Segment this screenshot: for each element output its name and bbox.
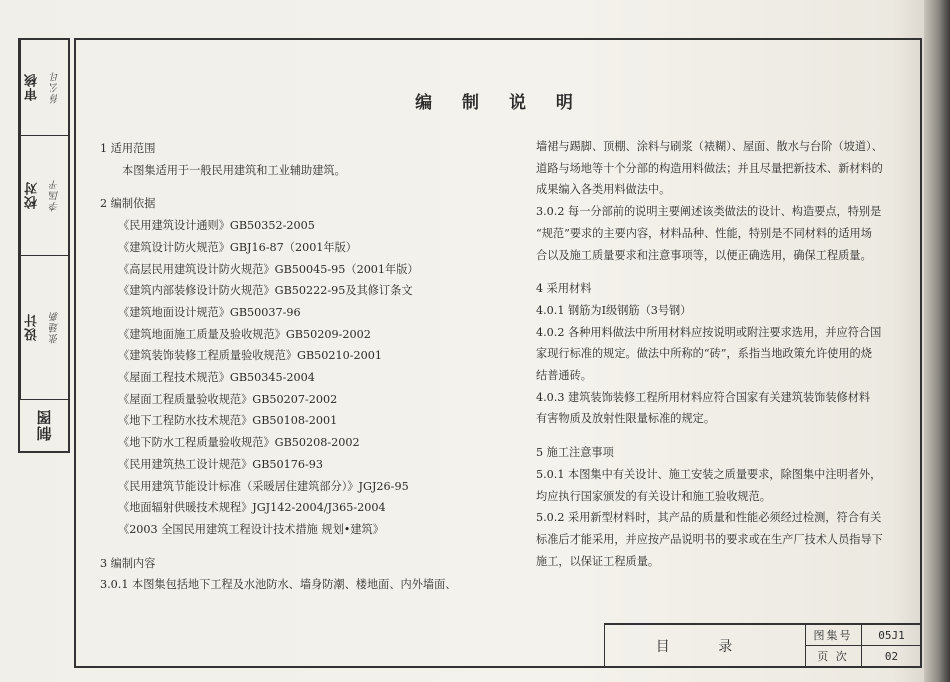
text-line: “规范”要求的主要内容，材料品种、性能，特别是不同材料的适用场 bbox=[536, 226, 872, 240]
text-line: 《地下工程防水技术规范》GB50108-2001 bbox=[118, 414, 338, 428]
strip-cell-review bbox=[20, 40, 68, 136]
atlas-number-row bbox=[805, 625, 921, 646]
text-line: 《建筑装饰装修工程质量验收规范》GB50210-2001 bbox=[118, 349, 382, 363]
text-line: 《屋面工程技术规范》GB50345-2004 bbox=[118, 371, 315, 385]
page-number-value: 02 bbox=[884, 649, 899, 663]
book-spine-shadow bbox=[924, 0, 950, 682]
text-line: 《建筑地面设计规范》GB50037-96 bbox=[118, 305, 301, 319]
text-line: 4.0.1 钢筋为Ⅰ级钢筋（3号钢） bbox=[536, 303, 692, 317]
title-block bbox=[604, 623, 920, 666]
text-line: 《建筑设计防火规范》GBJ16-87（2001年版） bbox=[118, 240, 357, 254]
text-line: 标准后才能采用，并应按产品说明书的要求或在生产厂技术人员指导下 bbox=[536, 532, 883, 546]
text-line: 施工，以保证工程质量。 bbox=[536, 554, 660, 568]
text-line: 均应执行国家颁发的有关设计和施工验收规范。 bbox=[536, 489, 771, 503]
text-line: 家现行标准的规定。做法中所称的“砖”，系指当地政策允许使用的烧 bbox=[536, 347, 872, 361]
text-line: 有害物质及放射性限量标准的规定。 bbox=[536, 412, 716, 426]
page-number-row bbox=[805, 646, 921, 666]
text-line: 《建筑内部装修设计防火规范》GB50222-95及其修订条文 bbox=[118, 284, 413, 298]
text-line: 1 适用范围 bbox=[100, 142, 156, 155]
text-line: 道路与场地等十个分部的构造用料做法；并且尽量把新技术、新材料的 bbox=[536, 161, 883, 175]
strip-cell-drafting bbox=[20, 400, 68, 451]
strip-signature-review: 徐公印 bbox=[50, 71, 61, 104]
text-line: 4 采用材料 bbox=[536, 282, 592, 296]
text-line: 《2003 全国民用建筑工程设计技术措施 规划•建筑》 bbox=[118, 522, 384, 536]
strip-label-check: 校对 bbox=[20, 136, 44, 255]
drawing-frame bbox=[74, 38, 922, 668]
right-column-text bbox=[536, 136, 916, 572]
left-column-text bbox=[100, 138, 510, 596]
text-line: 《建筑地面施工质量及验收规范》GB50209-2002 bbox=[118, 327, 371, 341]
text-line: 成果编入各类用料做法中。 bbox=[536, 183, 671, 197]
text-line: 3.0.1 本图集包括地下工程及水池防水、墙身防潮、楼地面、内外墙面、 bbox=[100, 578, 457, 592]
text-line: 4.0.3 建筑装饰装修工程所用材料应符合国家有关建筑装饰装修材料 bbox=[536, 390, 871, 404]
strip-cell-design bbox=[20, 256, 68, 400]
text-line: 《地面辐射供暖技术规程》JGJ142-2004/J365-2004 bbox=[118, 501, 386, 515]
text-line: 5.0.1 本图集中有关设计、施工安装之质量要求，除图集中注明者外， bbox=[536, 467, 882, 481]
text-line: 《高层民用建筑设计防火规范》GB50045-95（2001年版） bbox=[118, 262, 419, 276]
text-line: 3 编制内容 bbox=[100, 556, 156, 570]
text-line: 墙裙与踢脚、顶棚、涂料与刷浆（裱糊）、屋面、散水与台阶（坡道）、 bbox=[536, 140, 883, 153]
text-line: 5 施工注意事项 bbox=[536, 446, 614, 460]
text-line: 2 编制依据 bbox=[100, 197, 156, 211]
strip-signature-check: 李国平 bbox=[50, 179, 61, 212]
text-line: 本图集适用于一般民用建筑和工业辅助建筑。 bbox=[122, 163, 346, 177]
approval-strip bbox=[18, 38, 70, 453]
text-line: 结普通砖。 bbox=[536, 369, 592, 383]
strip-cell-check bbox=[20, 136, 68, 256]
text-line: 5.0.2 采用新型材料时，其产品的质量和性能必须经过检测，符合有关 bbox=[536, 511, 882, 525]
strip-label-design: 设计 bbox=[20, 256, 44, 399]
page-title: 编 制 说 明 bbox=[415, 93, 585, 113]
drawing-name: 目 录 bbox=[605, 625, 806, 666]
atlas-number-label: 图集号 bbox=[805, 625, 862, 645]
strip-label-review: 审核 bbox=[20, 40, 44, 135]
page-number-label: 页 次 bbox=[805, 646, 862, 666]
text-line: 《民用建筑热工设计规范》GB50176-93 bbox=[118, 457, 324, 471]
atlas-number-value: 05J1 bbox=[878, 628, 905, 642]
text-line: 《地下防水工程质量验收规范》GB50208-2002 bbox=[118, 436, 360, 450]
text-line: 3.0.2 每一分部前的说明主要阐述该类做法的设计、构造要点，特别是 bbox=[536, 205, 882, 219]
strip-label-drafting: 制图 bbox=[35, 409, 54, 442]
strip-signature-design: 张建新 bbox=[50, 311, 61, 344]
text-line: 《屋面工程质量验收规范》GB50207-2002 bbox=[118, 392, 338, 406]
text-line: 4.0.2 各种用料做法中所用材料应按说明或附注要求选用，并应符合国 bbox=[536, 325, 882, 339]
text-line: 合以及施工质量要求和注意事项等，以便正确选用，确保工程质量。 bbox=[536, 248, 872, 262]
text-line: 《民用建筑节能设计标准（采暖居住建筑部分）》JGJ26-95 bbox=[118, 479, 409, 493]
text-line: 《民用建筑设计通则》GB50352-2005 bbox=[118, 219, 315, 233]
